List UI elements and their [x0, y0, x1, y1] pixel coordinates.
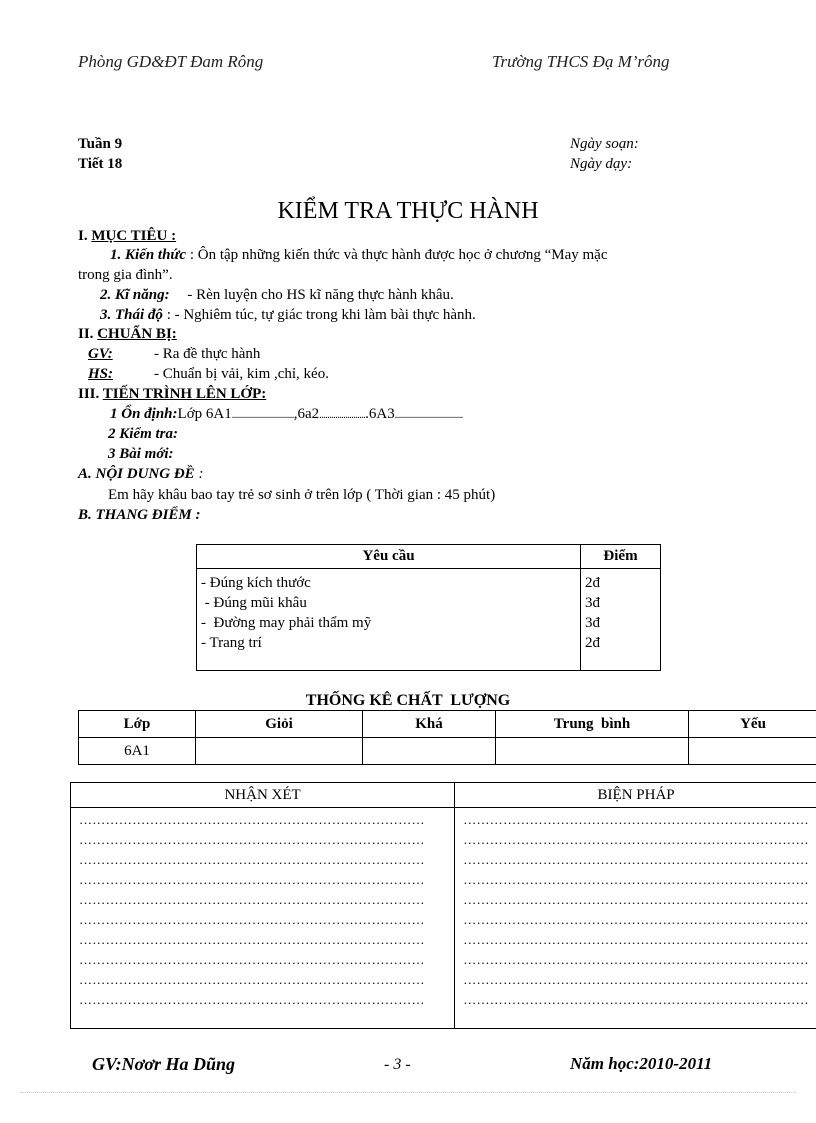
score-row-pts: 2đ	[585, 635, 600, 651]
dotted-line: ……………………………………………………………………	[463, 852, 809, 867]
dotted-line: ……………………………………………………………………	[79, 972, 425, 987]
gv-label: GV:	[88, 346, 113, 362]
quality-cell-weak	[689, 738, 816, 765]
dotted-line: ……………………………………………………………………	[79, 912, 425, 927]
quality-title: THỐNG KÊ CHẤT LƯỢNG	[305, 692, 511, 709]
score-table	[196, 544, 661, 671]
section-3-number: III.	[78, 386, 100, 402]
attitude-line	[100, 307, 476, 324]
dotted-line: ……………………………………………………………………	[463, 972, 809, 987]
dotted-line: ……………………………………………………………………	[463, 812, 809, 827]
dotted-line: ……………………………………………………………………	[79, 852, 425, 867]
section-a-text: Em hãy khâu bao tay trẻ sơ sinh ở trên lớp ( Thời gian : 45 phút)	[108, 487, 496, 503]
page-title: KIỂM TRA THỰC HÀNH	[277, 198, 539, 224]
score-points-cell	[581, 569, 661, 671]
attitude-text: : - Nghiêm túc, tự giác trong khi làm bài thực hành.	[166, 307, 476, 323]
section-3-title: TIẾN TRÌNH LÊN LỚP:	[102, 386, 267, 402]
section-2-number: II.	[78, 326, 94, 342]
dotted-line: ……………………………………………………………………	[463, 832, 809, 847]
section-3-heading	[78, 386, 266, 403]
quality-header-row	[79, 711, 816, 738]
gv-line	[88, 346, 260, 363]
step-2-label: 2 Kiểm tra:	[108, 426, 178, 442]
section-a-title: A. NỘI DUNG ĐỀ	[78, 466, 195, 482]
header-department: Phòng GD&ĐT Đam Rông	[78, 52, 264, 71]
quality-cell-good	[363, 738, 496, 765]
score-row-req: - Trang trí	[201, 635, 262, 651]
step-1-class-b: ,6a2	[293, 406, 320, 422]
skill-label: 2. Kĩ năng:	[100, 287, 170, 303]
dotted-line: ……………………………………………………………………	[463, 992, 809, 1007]
section-1-title: MỤC TIÊU :	[91, 228, 177, 244]
dotted-line: ……………………………………………………………………	[463, 872, 809, 887]
bottom-divider	[20, 1092, 796, 1093]
quality-cell-excellent	[196, 738, 363, 765]
hs-line	[88, 366, 329, 383]
quality-col-good: Khá	[363, 711, 496, 738]
hs-text: - Chuẩn bị vải, kim ,chỉ, kéo.	[154, 366, 329, 382]
dotted-line: ……………………………………………………………………	[79, 952, 425, 967]
section-1-number: I.	[78, 228, 88, 244]
week-label: Tuần 9	[78, 136, 123, 152]
step-1-dots-b: .......................	[319, 410, 366, 421]
remarks-body-row	[71, 808, 816, 1029]
quality-col-excellent: Giỏi	[196, 711, 363, 738]
step-3-label: 3 Bài mới:	[108, 446, 174, 462]
quality-col-weak: Yếu	[689, 711, 816, 738]
period-label: Tiết 18	[78, 156, 123, 172]
taught-date-label: Ngày dạy:	[570, 156, 633, 172]
knowledge-line	[110, 247, 608, 264]
score-table-body	[197, 569, 661, 671]
step-1-class-a: Lớp 6A1	[177, 406, 232, 422]
score-header-requirement: Yêu cầu	[197, 545, 581, 569]
step-1-class-c: .6A3	[365, 406, 395, 422]
knowledge-label: 1. Kiến thức	[110, 247, 187, 263]
knowledge-text-cont: trong gia đình”.	[78, 267, 173, 283]
dotted-line: ……………………………………………………………………	[79, 872, 425, 887]
knowledge-text: : Ôn tập những kiến thức và thực hành được học ở chương “May mặc	[186, 247, 608, 263]
quality-col-average: Trung bình	[496, 711, 689, 738]
dotted-line: ……………………………………………………………………	[463, 952, 809, 967]
step-1-label: 1 Ổn định:	[110, 406, 178, 422]
remarks-header-row	[71, 783, 816, 808]
step-1-dots-c: ..................................	[394, 410, 463, 421]
skill-line	[100, 287, 454, 304]
measures-title: BIỆN PHÁP	[455, 783, 816, 808]
quality-table	[78, 710, 816, 765]
section-1-heading	[78, 228, 176, 245]
section-2-heading	[78, 326, 177, 343]
quality-data-row	[79, 738, 816, 765]
quality-cell-class: 6A1	[79, 738, 196, 765]
dotted-line: ……………………………………………………………………	[79, 992, 425, 1007]
score-requirements-cell	[197, 569, 581, 671]
dotted-line: ……………………………………………………………………	[79, 892, 425, 907]
section-a-colon: :	[194, 466, 204, 482]
score-row-req: - Đúng kích thước	[201, 575, 311, 591]
footer-page-number: - 3 -	[384, 1056, 411, 1073]
remarks-title: NHẬN XÉT	[71, 783, 455, 808]
section-b-heading: B. THANG ĐIỂM :	[78, 507, 201, 523]
header-school: Trường THCS Đạ M’rông	[492, 52, 670, 71]
score-header-points: Điểm	[581, 545, 661, 569]
remarks-table	[70, 782, 816, 1029]
dotted-line: ……………………………………………………………………	[463, 932, 809, 947]
dotted-line: ……………………………………………………………………	[463, 892, 809, 907]
step-1-dots-a: ...............................	[231, 410, 294, 421]
measures-lines	[455, 808, 816, 1029]
remarks-lines	[71, 808, 455, 1029]
hs-label: HS:	[88, 366, 114, 382]
attitude-label: 3. Thái độ	[100, 307, 163, 323]
footer-teacher: GV:Nơơr Ha Dũng	[92, 1054, 236, 1074]
score-row-req: - Đường may phải thẩm mỹ	[201, 615, 372, 631]
section-2-title: CHUẨN BỊ:	[97, 326, 177, 342]
score-row-pts: 2đ	[585, 575, 600, 591]
prepared-date-label: Ngày soạn:	[570, 136, 639, 152]
footer-school-year: Năm học:2010-2011	[570, 1054, 713, 1073]
dotted-line: ……………………………………………………………………	[79, 832, 425, 847]
score-row-pts: 3đ	[585, 615, 600, 631]
score-row-pts: 3đ	[585, 595, 600, 611]
score-row-req: - Đúng mũi khâu	[201, 595, 307, 611]
gv-text: - Ra đề thực hành	[154, 346, 261, 362]
quality-col-class: Lớp	[79, 711, 196, 738]
dotted-line: ……………………………………………………………………	[79, 932, 425, 947]
quality-cell-average	[496, 738, 689, 765]
section-a-heading	[78, 466, 203, 483]
dotted-line: ……………………………………………………………………	[463, 912, 809, 927]
step-1-line	[110, 406, 463, 423]
score-table-header	[197, 545, 661, 569]
skill-text: - Rèn luyện cho HS kĩ năng thực hành khâu.	[187, 287, 454, 303]
dotted-line: ……………………………………………………………………	[79, 812, 425, 827]
